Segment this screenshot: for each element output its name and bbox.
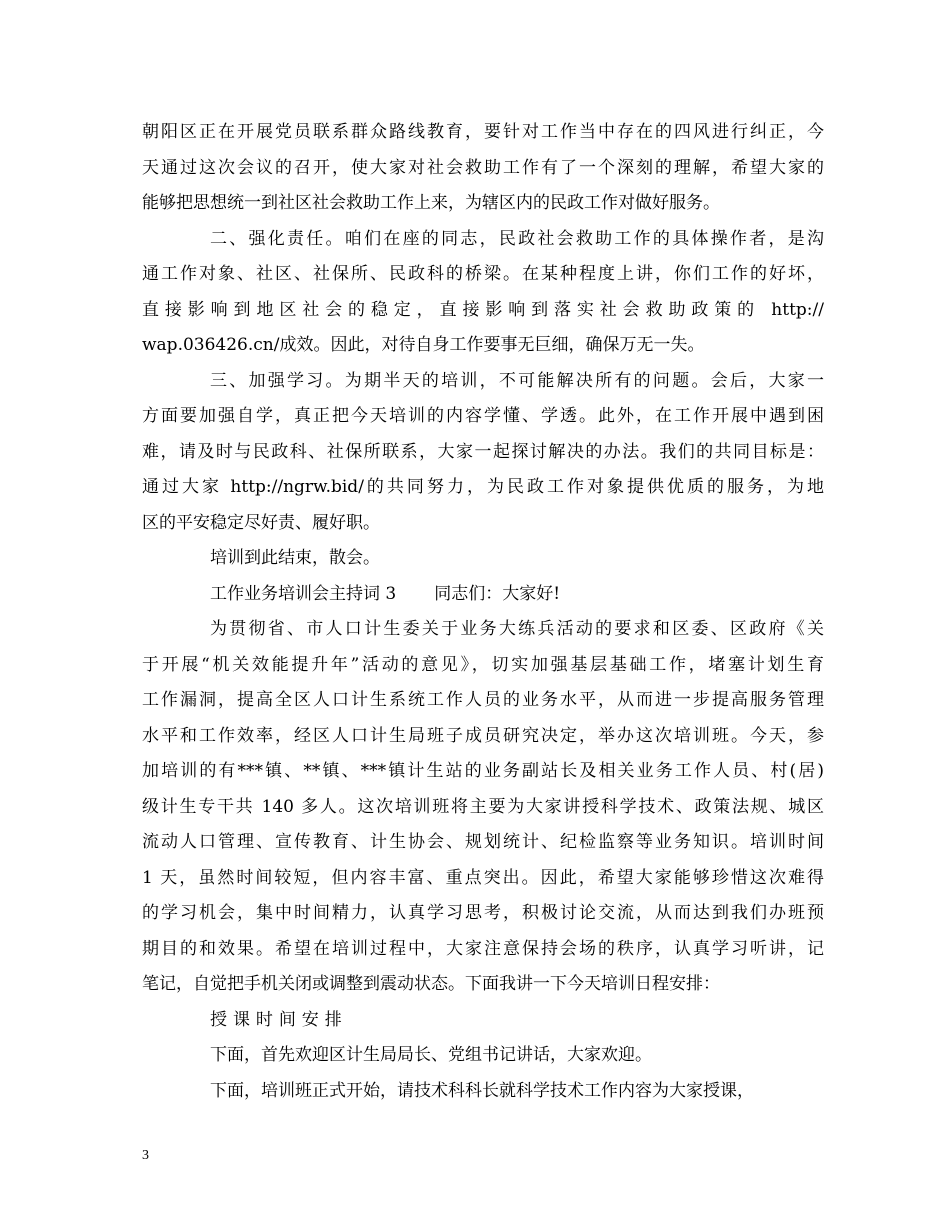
document-body: [142, 115, 824, 1109]
text-line: wap.036426.cn/成效。因此，对待自身工作要事无巨细，确保万无一失。: [142, 335, 705, 355]
text-line: 朝阳区正在开展党员联系群众路线教育，要针对工作当中存在的四风进行纠正，今: [142, 122, 824, 142]
text-line: 流动人口管理、宣传教育、计生协会、规划统计、纪检监察等业务知识。培训时间: [142, 832, 824, 852]
text-line: 天通过这次会议的召开，使大家对社会救助工作有了一个深刻的理解，希望大家的: [142, 157, 824, 178]
paragraph-start: 二、强化责任。咱们在座的同志，民政社会救助工作的具体操作者，是沟: [210, 228, 824, 249]
page-number: 3: [142, 1148, 149, 1163]
text-line: 方面要加强自学，真正把今天培训的内容学懂、学透。此外，在工作开展中遇到困: [142, 406, 824, 426]
text-line: 区的平安稳定尽好责、履好职。: [142, 512, 380, 533]
section-heading-line: [142, 577, 824, 613]
text-line: 水平和工作效率，经区人口计生局班子成员研究决定，举办这次培训班。今天，参: [142, 725, 824, 746]
text-line: 于开展“机关效能提升年”活动的意见》，切实加强基层基础工作，堵塞计划生育: [142, 654, 824, 675]
paragraph-start: 三、加强学习。为期半天的培训，不可能解决所有的问题。会后，大家一: [210, 370, 824, 391]
paragraph-start: 培训到此结束，散会。: [210, 548, 380, 568]
text-line: 1 天，虽然时间较短，但内容丰富、重点突出。因此，希望大家能够珍惜这次难得: [142, 867, 824, 888]
greeting: 同志们：大家好!: [434, 583, 561, 604]
text-line: 的学习机会，集中时间精力，认真学习思考，积极讨论交流，从而达到我们办班预: [142, 903, 824, 923]
text-line: 直接影响到地区社会的稳定，直接影响到落实社会救助政策的 http://: [142, 299, 824, 320]
paragraph-start: 为贯彻省、市人口计生委关于业务大练兵活动的要求和区委、区政府《关: [210, 619, 824, 639]
paragraph-start: 下面，培训班正式开始，请技术科科长就科学技术工作内容为大家授课，: [210, 1080, 754, 1101]
text-line: 通工作对象、社区、社保所、民政科的桥梁。在某种程度上讲，你们工作的好坏，: [142, 264, 824, 284]
text-line: 难，请及时与民政科、社保所联系，大家一起探讨解决的办法。我们的共同目标是：: [142, 441, 824, 462]
text-line: 通过大家 http://ngrw.bid/的共同努力，为民政工作对象提供优质的服务，为地: [142, 477, 824, 497]
text-line: 级计生专干共 140 多人。这次培训班将主要为大家讲授科学技术、政策法规、城区: [142, 796, 824, 817]
section-title: 工作业务培训会主持词 3: [210, 583, 397, 604]
text-line: 笔记，自觉把手机关闭或调整到震动状态。下面我讲一下今天培训日程安排：: [142, 974, 720, 994]
text-line: 能够把思想统一到社区社会救助工作上来，为辖区内的民政工作对做好服务。: [142, 193, 720, 213]
text-line: 工作漏洞，提高全区人口计生系统工作人员的业务水平，从而进一步提高服务管理: [142, 690, 824, 710]
paragraph-start: 下面，首先欢迎区计生局局长、党组书记讲话，大家欢迎。: [210, 1045, 652, 1065]
text-line: 期目的和效果。希望在培训过程中，大家注意保持会场的秩序，认真学习听讲，记: [142, 938, 824, 959]
text-line: 加培训的有***镇、**镇、***镇计生站的业务副站长及相关业务工作人员、村(居): [142, 761, 824, 781]
schedule-heading: 授课时间安排: [210, 1009, 348, 1030]
